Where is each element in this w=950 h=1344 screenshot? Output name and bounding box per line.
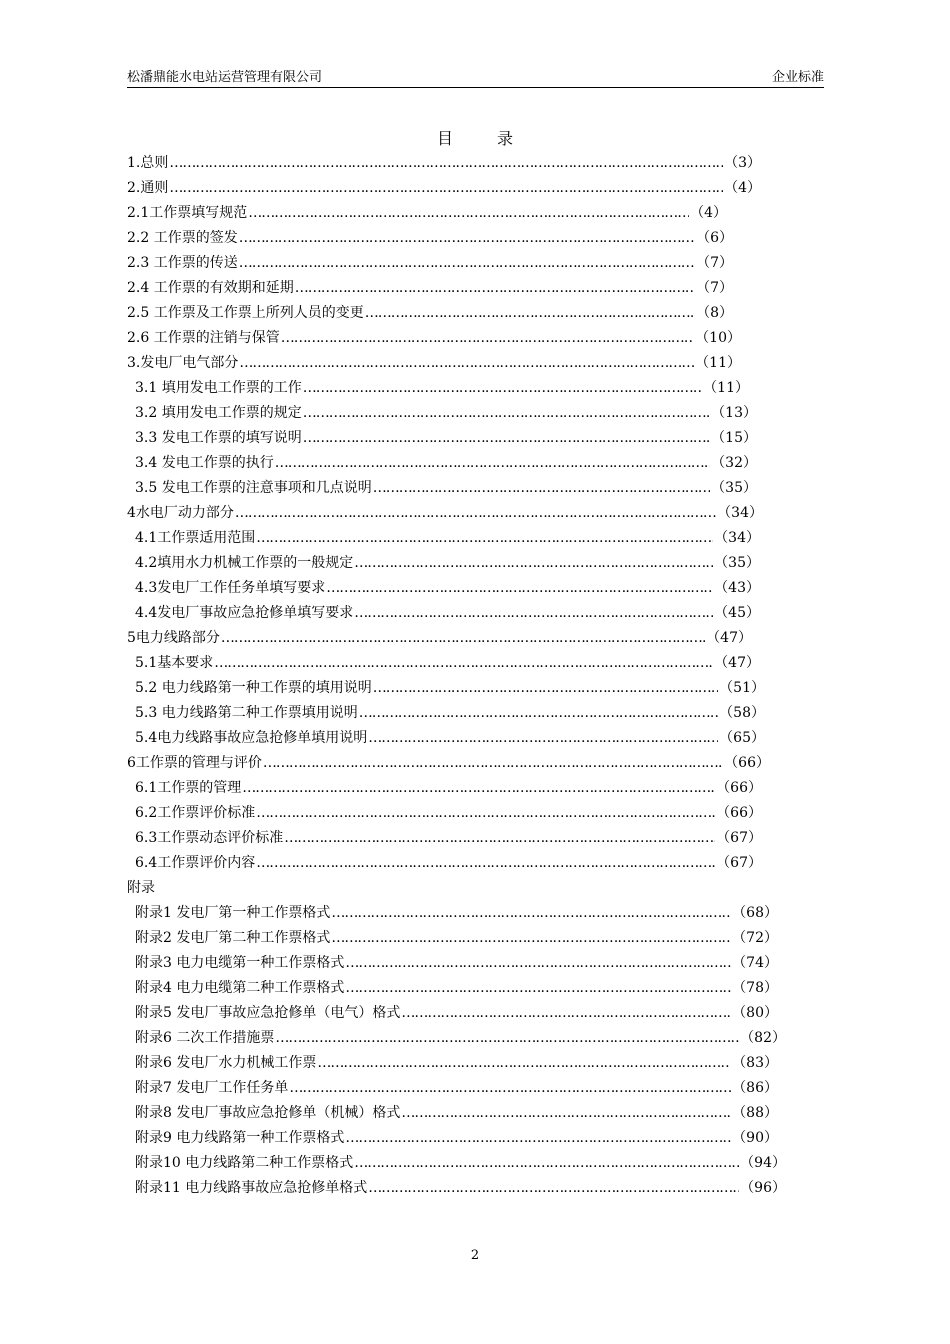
toc-entry[interactable]: 4.2填用水力机械工作票的一般规定 ……………………………………………………………………………………………………………………………………………………………………………………………… （35）	[135, 551, 760, 576]
toc-entry[interactable]: 2.6 工作票的注销与保管 ……………………………………………………………………………………………………………………………………………………………………………………………… （10）	[127, 326, 741, 351]
appendix-entry[interactable]: 附录10 电力线路第二种工作票格式 ……………………………………………………………………………………………………………………………………………………………………………………………… （94）	[135, 1151, 786, 1176]
leader-dots	[373, 676, 718, 701]
toc-entry[interactable]: 6.3工作票动态评价标准 ……………………………………………………………………………………………………………………………………………………………………………………………… （67）	[135, 826, 762, 851]
leader-dots	[368, 726, 718, 751]
toc-title-char-1: 目	[436, 129, 453, 148]
page-number: 2	[470, 1248, 480, 1263]
appendix-entry[interactable]: 附录6 发电厂水力机械工作票 ……………………………………………………………………………………………………………………………………………………………………………………………… （83）	[135, 1051, 778, 1076]
leader-dots	[242, 776, 715, 801]
leader-dots	[373, 476, 710, 501]
toc-entry[interactable]: 5.3 电力线路第二种工作票填用说明 ……………………………………………………………………………………………………………………………………………………………………………………………… （58）	[135, 701, 765, 726]
toc-title	[0, 126, 950, 149]
appendix-heading: 附录	[127, 880, 155, 896]
leader-dots	[275, 451, 710, 476]
leader-dots	[317, 1051, 731, 1076]
leader-dots	[354, 601, 713, 626]
leader-dots	[303, 376, 702, 401]
toc-entry[interactable]: 5电力线路部分 ……………………………………………………………………………………………………………………………………………………………………………………………… （47）	[127, 626, 752, 651]
appendix-entry[interactable]: 附录7 发电厂工作任务单 ……………………………………………………………………………………………………………………………………………………………………………………………… （86）	[135, 1076, 778, 1101]
toc-entry[interactable]: 4.1工作票适用范围 ……………………………………………………………………………………………………………………………………………………………………………………………… （34）	[135, 526, 760, 551]
appendix-entry[interactable]: 附录4 电力电缆第二种工作票格式 ……………………………………………………………………………………………………………………………………………………………………………………………… （78）	[135, 976, 778, 1001]
leader-dots	[169, 176, 723, 201]
appendix-entry[interactable]: 附录2 发电厂第二种工作票格式 ……………………………………………………………………………………………………………………………………………………………………………………………… （72）	[135, 926, 778, 951]
leader-dots	[263, 751, 723, 776]
leader-dots	[345, 951, 731, 976]
toc-entry[interactable]: 1.总则 ……………………………………………………………………………………………………………………………………………………………………………………………… （3）	[127, 151, 761, 176]
appendix-entry[interactable]: 附录5 发电厂事故应急抢修单（电气）格式 ……………………………………………………………………………………………………………………………………………………………………………………………… （80）	[135, 1001, 778, 1026]
toc-entry[interactable]: 6.2工作票评价标准 ……………………………………………………………………………………………………………………………………………………………………………………………… （66）	[135, 801, 762, 826]
leader-dots	[284, 826, 715, 851]
leader-dots	[303, 426, 710, 451]
company-name: 松潘鼎能水电站运营管理有限公司	[127, 70, 323, 85]
leader-dots	[303, 401, 710, 426]
leader-dots	[214, 651, 713, 676]
leader-dots	[295, 276, 695, 301]
toc-entry[interactable]: 5.1基本要求 ……………………………………………………………………………………………………………………………………………………………………………………………… （47）	[135, 651, 760, 676]
toc-entry[interactable]: 2.通则 ……………………………………………………………………………………………………………………………………………………………………………………………… （4）	[127, 176, 761, 201]
page-header	[127, 69, 824, 88]
leader-dots	[354, 1151, 739, 1176]
leader-dots	[235, 501, 716, 526]
leader-dots	[275, 1026, 739, 1051]
toc-entry[interactable]: 5.4电力线路事故应急抢修单填用说明 ……………………………………………………………………………………………………………………………………………………………………………………………… （65）	[135, 726, 765, 751]
leader-dots	[326, 576, 713, 601]
leader-dots	[256, 851, 715, 876]
toc-entry[interactable]: 2.4 工作票的有效期和延期 ……………………………………………………………………………………………………………………………………………………………………………………………… （7）	[127, 276, 733, 301]
toc-entry[interactable]: 5.2 电力线路第一种工作票的填用说明 ……………………………………………………………………………………………………………………………………………………………………………………………… （51）	[135, 676, 765, 701]
toc-entry[interactable]: 2.3 工作票的传送 ……………………………………………………………………………………………………………………………………………………………………………………………… （7）	[127, 251, 733, 276]
leader-dots	[365, 301, 695, 326]
toc-entry[interactable]: 6工作票的管理与评价 ……………………………………………………………………………………………………………………………………………………………………………………………… （66）	[127, 751, 770, 776]
standard-label: 企业标准	[771, 70, 824, 85]
leader-dots	[359, 701, 718, 726]
toc-entry[interactable]: 3.1 填用发电工作票的工作 ……………………………………………………………………………………………………………………………………………………………………………………………… （11）	[135, 376, 749, 401]
toc-entry[interactable]: 2.1工作票填写规范 ……………………………………………………………………………………………………………………………………………………………………………………………… （4）	[127, 201, 727, 226]
appendix-entry[interactable]: 附录6 二次工作措施票 ……………………………………………………………………………………………………………………………………………………………………………………………… （82）	[135, 1026, 786, 1051]
leader-dots	[331, 926, 731, 951]
appendix-entry[interactable]: 附录1 发电厂第一种工作票格式 ……………………………………………………………………………………………………………………………………………………………………………………………… （68）	[135, 901, 778, 926]
leader-dots	[248, 201, 689, 226]
toc-entry[interactable]: 2.2 工作票的签发 ……………………………………………………………………………………………………………………………………………………………………………………………… （6）	[127, 226, 733, 251]
leader-dots	[239, 351, 694, 376]
leader-dots	[345, 1126, 731, 1151]
toc-entry[interactable]: 3.2 填用发电工作票的规定 ……………………………………………………………………………………………………………………………………………………………………………………………… （13）	[135, 401, 757, 426]
leader-dots	[331, 901, 731, 926]
appendix-entry[interactable]: 附录9 电力线路第一种工作票格式 ……………………………………………………………………………………………………………………………………………………………………………………………… （90）	[135, 1126, 778, 1151]
toc-entry[interactable]: 6.1工作票的管理 ……………………………………………………………………………………………………………………………………………………………………………………………… （66）	[135, 776, 762, 801]
toc-entry[interactable]: 4.4发电厂事故应急抢修单填写要求 ……………………………………………………………………………………………………………………………………………………………………………………………… （45）	[135, 601, 760, 626]
toc-title-char-2: 录	[497, 129, 514, 148]
leader-dots	[289, 1076, 731, 1101]
leader-dots	[239, 251, 695, 276]
appendix-entry[interactable]: 附录11 电力线路事故应急抢修单格式 ……………………………………………………………………………………………………………………………………………………………………………………………… （96）	[135, 1176, 786, 1201]
leader-dots	[239, 226, 695, 251]
appendix-entry[interactable]: 附录3 电力电缆第一种工作票格式 ……………………………………………………………………………………………………………………………………………………………………………………………… （74）	[135, 951, 778, 976]
leader-dots	[256, 801, 715, 826]
leader-dots	[368, 1176, 739, 1201]
toc-entry[interactable]: 6.4工作票评价内容 ……………………………………………………………………………………………………………………………………………………………………………………………… （67）	[135, 851, 762, 876]
toc-entry[interactable]: 3.3 发电工作票的填写说明 ……………………………………………………………………………………………………………………………………………………………………………………………… （15）	[135, 426, 757, 451]
leader-dots	[221, 626, 705, 651]
leader-dots	[401, 1001, 731, 1026]
toc-entry[interactable]: 2.5 工作票及工作票上所列人员的变更 ……………………………………………………………………………………………………………………………………………………………………………………………… （8）	[127, 301, 733, 326]
leader-dots	[354, 551, 713, 576]
toc-entry[interactable]: 3.发电厂电气部分 ……………………………………………………………………………………………………………………………………………………………………………………………… （11）	[127, 351, 741, 376]
toc-entry[interactable]: 3.5 发电工作票的注意事项和几点说明 ……………………………………………………………………………………………………………………………………………………………………………………………… （35）	[135, 476, 757, 501]
leader-dots	[401, 1101, 731, 1126]
appendix-entry[interactable]: 附录8 发电厂事故应急抢修单（机械）格式 ……………………………………………………………………………………………………………………………………………………………………………………………… （88）	[135, 1101, 778, 1126]
leader-dots	[256, 526, 713, 551]
leader-dots	[169, 151, 723, 176]
toc-entry[interactable]: 4.3发电厂工作任务单填写要求 ……………………………………………………………………………………………………………………………………………………………………………………………… （43）	[135, 576, 760, 601]
toc-entry[interactable]: 4水电厂动力部分 ……………………………………………………………………………………………………………………………………………………………………………………………… （34）	[127, 501, 763, 526]
toc-entry[interactable]: 3.4 发电工作票的执行 ……………………………………………………………………………………………………………………………………………………………………………………………… （32）	[135, 451, 757, 476]
leader-dots	[345, 976, 731, 1001]
leader-dots	[281, 326, 694, 351]
